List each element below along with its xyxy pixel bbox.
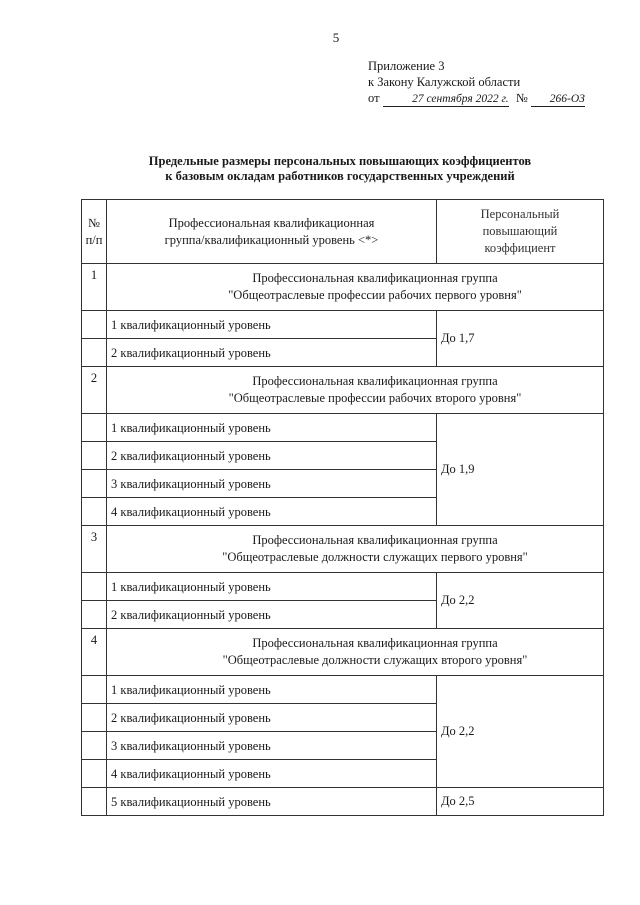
empty-cell	[82, 788, 107, 816]
level-label: 4 квалификационный уровень	[107, 498, 437, 526]
coefficient-value: До 2,2	[437, 676, 604, 788]
level-label: 2 квалификационный уровень	[107, 442, 437, 470]
group-title-line-2: "Общеотраслевые должности служащих первого уровня"	[222, 550, 528, 564]
group-title-line-2: "Общеотраслевые профессии рабочих первого уровня"	[228, 288, 522, 302]
level-label: 3 квалификационный уровень	[107, 470, 437, 498]
coefficient-value: До 1,9	[437, 414, 604, 526]
level-label: 5 квалификационный уровень	[107, 788, 437, 816]
coefficients-table	[81, 199, 604, 816]
group-title	[107, 264, 604, 311]
level-row	[82, 676, 604, 704]
group-number: 2	[82, 367, 107, 414]
group-row	[82, 629, 604, 676]
empty-cell	[82, 442, 107, 470]
empty-cell	[82, 339, 107, 367]
level-label: 3 квалификационный уровень	[107, 732, 437, 760]
group-title	[107, 629, 604, 676]
level-label: 1 квалификационный уровень	[107, 676, 437, 704]
number-prefix: №	[515, 91, 528, 105]
group-title-line-2: "Общеотраслевые профессии рабочих второго уровня"	[228, 391, 522, 405]
group-number: 3	[82, 526, 107, 573]
group-row	[82, 526, 604, 573]
table-header-row	[82, 200, 604, 264]
date-value: 27 сентября 2022 г.	[412, 93, 509, 105]
group-number: 4	[82, 629, 107, 676]
appendix-line-1: Приложение 3	[368, 59, 445, 73]
group-title-line-1: Профессиональная квалификационная группа	[252, 271, 498, 285]
group-title	[107, 367, 604, 414]
empty-cell	[82, 470, 107, 498]
header-number	[82, 200, 107, 264]
empty-cell	[82, 414, 107, 442]
header-number-line-2: п/п	[85, 232, 103, 247]
empty-cell	[82, 704, 107, 732]
header-coef-line-1: Персональный	[480, 207, 560, 221]
coefficient-value: До 2,2	[437, 573, 604, 629]
number-field	[531, 93, 585, 107]
empty-cell	[82, 760, 107, 788]
group-row	[82, 367, 604, 414]
level-row	[82, 414, 604, 442]
page-number: 5	[332, 30, 340, 45]
empty-cell	[82, 601, 107, 629]
level-label: 4 квалификационный уровень	[107, 760, 437, 788]
group-title-line-1: Профессиональная квалификационная группа	[252, 374, 498, 388]
group-title-line-2: "Общеотраслевые должности служащих второго уровня"	[222, 653, 528, 667]
header-coef-line-2: повышающий	[482, 224, 558, 238]
level-label: 2 квалификационный уровень	[107, 704, 437, 732]
group-title-line-1: Профессиональная квалификационная группа	[252, 636, 498, 650]
empty-cell	[82, 498, 107, 526]
empty-cell	[82, 573, 107, 601]
header-group	[107, 200, 437, 264]
level-label: 1 квалификационный уровень	[107, 414, 437, 442]
header-group-line-2: группа/квалификационный уровень <*>	[164, 232, 379, 247]
title-line-1: Предельные размеры персональных повышающих коэффициентов	[148, 154, 532, 168]
date-prefix: от	[368, 91, 380, 105]
coefficient-value: До 1,7	[437, 311, 604, 367]
empty-cell	[82, 732, 107, 760]
level-label: 1 квалификационный уровень	[107, 311, 437, 339]
group-row	[82, 264, 604, 311]
date-field	[383, 93, 509, 107]
level-row	[82, 311, 604, 339]
appendix-date-row	[368, 90, 585, 107]
level-label: 1 квалификационный уровень	[107, 573, 437, 601]
coefficient-value: До 2,5	[437, 788, 604, 816]
group-number: 1	[82, 264, 107, 311]
appendix-header	[368, 58, 585, 107]
title-line-2: к базовым окладам работников государственных учреждений	[165, 169, 515, 183]
header-number-line-1: №	[88, 215, 100, 230]
level-label: 2 квалификационный уровень	[107, 601, 437, 629]
empty-cell	[82, 311, 107, 339]
header-coefficient	[437, 200, 604, 264]
document-title	[80, 154, 600, 184]
level-row	[82, 573, 604, 601]
number-value: 266-ОЗ	[549, 93, 585, 105]
header-coef-line-3: коэффициент	[484, 241, 556, 255]
group-title-line-1: Профессиональная квалификационная группа	[252, 533, 498, 547]
level-row	[82, 788, 604, 816]
header-group-line-1: Профессиональная квалификационная	[168, 215, 375, 230]
appendix-line-2: к Закону Калужской области	[368, 75, 521, 89]
group-title	[107, 526, 604, 573]
empty-cell	[82, 676, 107, 704]
level-label: 2 квалификационный уровень	[107, 339, 437, 367]
